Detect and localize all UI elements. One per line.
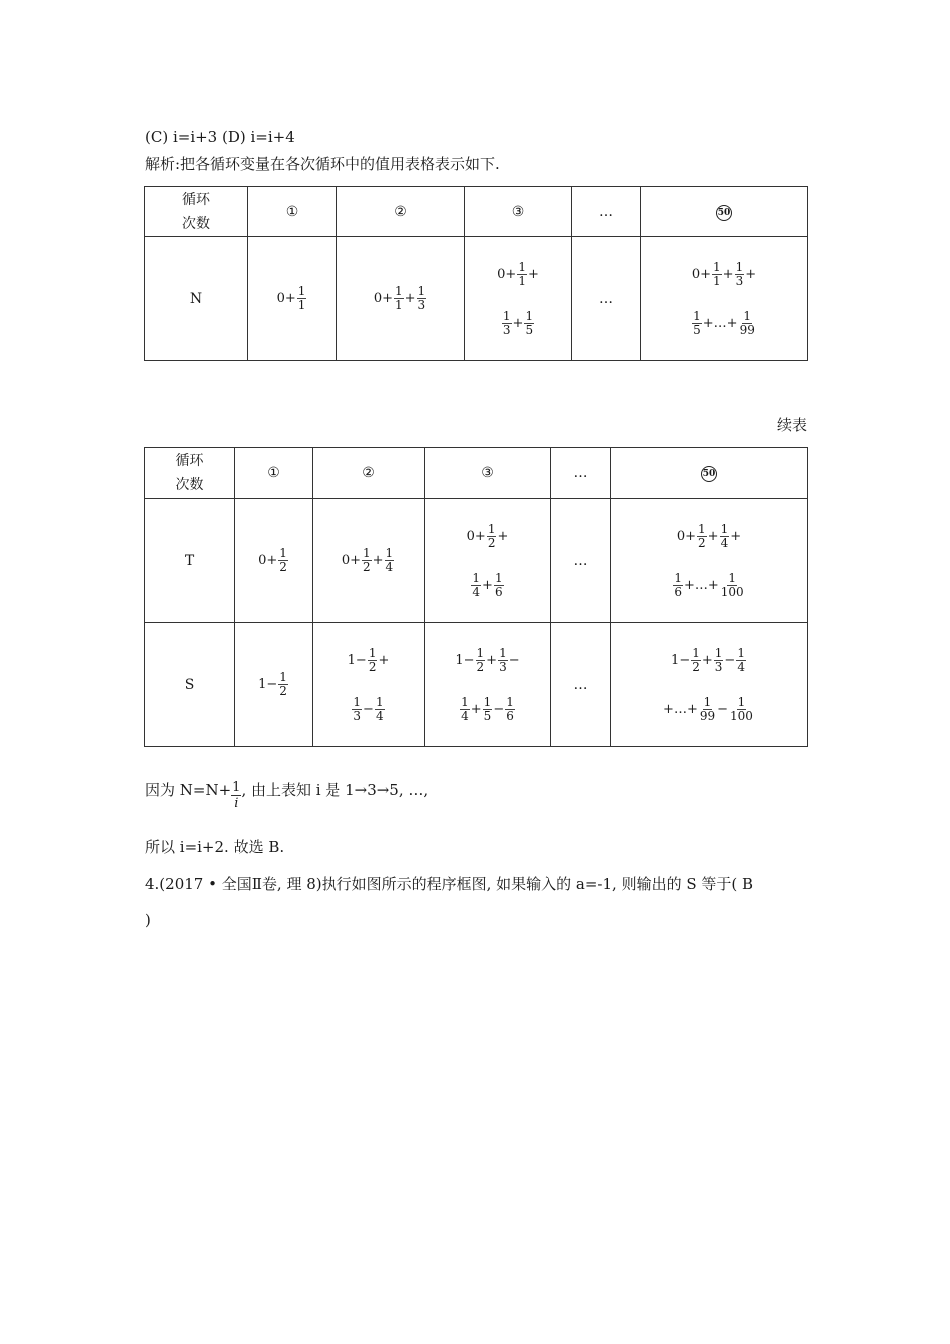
n-cell-ellipsis: … <box>572 237 641 361</box>
t-cell-ellipsis: … <box>551 499 611 623</box>
because-suffix: , 由上表知 i 是 1→3→5, …, <box>241 781 429 799</box>
header-50 <box>611 448 808 499</box>
question-4-close: ) <box>145 911 151 929</box>
header-2: ② <box>337 187 465 237</box>
circled-50-icon: 50 <box>701 466 717 482</box>
row-t <box>145 499 808 623</box>
circled-50-icon: 50 <box>716 205 732 221</box>
row-s <box>145 623 808 747</box>
header-3: ③ <box>465 187 572 237</box>
t-cell-2: 0+ $\frac{1}{2}$ + $\frac{1}{4}$ <box>313 499 425 623</box>
t-cell-50: 0+ $\frac{1}{2}$ + $\frac{1}{4}$ + $\frac{1}{6}$ +…+ $\frac{1}{100}$ <box>611 499 808 623</box>
header-ellipsis: … <box>551 448 611 499</box>
header-row <box>145 187 808 237</box>
header-3: ③ <box>425 448 551 499</box>
loop-table-n <box>144 186 808 361</box>
header-2: ② <box>313 448 425 499</box>
frac-den: i <box>234 796 239 811</box>
so-line: 所以 i=i+2. 故选 B. <box>145 838 285 856</box>
row-n <box>145 237 808 361</box>
because-prefix: 因为 N=N+ <box>145 781 232 799</box>
n-cell-3: 0+ $\frac{1}{1}$ + $\frac{1}{3}$ + $\frac{1}{5}$ <box>465 237 572 361</box>
s-cell-ellipsis: … <box>551 623 611 747</box>
header-50 <box>641 187 808 237</box>
question-4-line: 4.(2017 • 全国Ⅱ卷, 理 8)执行如图所示的程序框图, 如果输入的 a=-1, 则输出的 S 等于( B <box>145 875 754 893</box>
one-over-i-fraction <box>231 780 241 811</box>
header-loop-count: 循环 次数 <box>145 448 235 499</box>
s-cell-3: 1− $\frac{1}{2}$ + $\frac{1}{3}$ − $\frac{1}{4}$ + $\frac{1}{5}$ − $\frac{1}{6}$ <box>425 623 551 747</box>
header-row <box>145 448 808 499</box>
s-cell-2: 1− $\frac{1}{2}$ + $\frac{1}{3}$ − $\frac{1}{4}$ <box>313 623 425 747</box>
options-line: (C) i=i+3 (D) i=i+4 <box>145 128 295 146</box>
analysis-line: 解析:把各循环变量在各次循环中的值用表格表示如下. <box>145 155 500 173</box>
row-t-label: T <box>145 499 235 623</box>
row-s-label: S <box>145 623 235 747</box>
n-cell-50: 0+ $\frac{1}{1}$ + $\frac{1}{3}$ + $\frac{1}{5}$ +…+ $\frac{1}{99}$ <box>641 237 808 361</box>
t-cell-1: 0+ $\frac{1}{2}$ <box>235 499 313 623</box>
header-1: ① <box>248 187 337 237</box>
header-1: ① <box>235 448 313 499</box>
header-loop-count: 循环 次数 <box>145 187 248 237</box>
s-cell-1: 1− $\frac{1}{2}$ <box>235 623 313 747</box>
because-line <box>145 779 428 811</box>
continued-label: 续表 <box>776 416 807 434</box>
n-cell-2: 0+ $\frac{1}{1}$ + $\frac{1}{3}$ <box>337 237 465 361</box>
frac-num: 1 <box>232 780 241 795</box>
row-n-label: N <box>145 237 248 361</box>
s-cell-50: 1− $\frac{1}{2}$ + $\frac{1}{3}$ − $\frac{1}{4}$ +…+ $\frac{1}{99}$ − $\frac{1}{100}$ <box>611 623 808 747</box>
header-ellipsis: … <box>572 187 641 237</box>
t-cell-3: 0+ $\frac{1}{2}$ + $\frac{1}{4}$ + $\frac{1}{6}$ <box>425 499 551 623</box>
loop-table-t-s <box>144 447 808 747</box>
n-cell-1: 0+ $\frac{1}{1}$ <box>248 237 337 361</box>
